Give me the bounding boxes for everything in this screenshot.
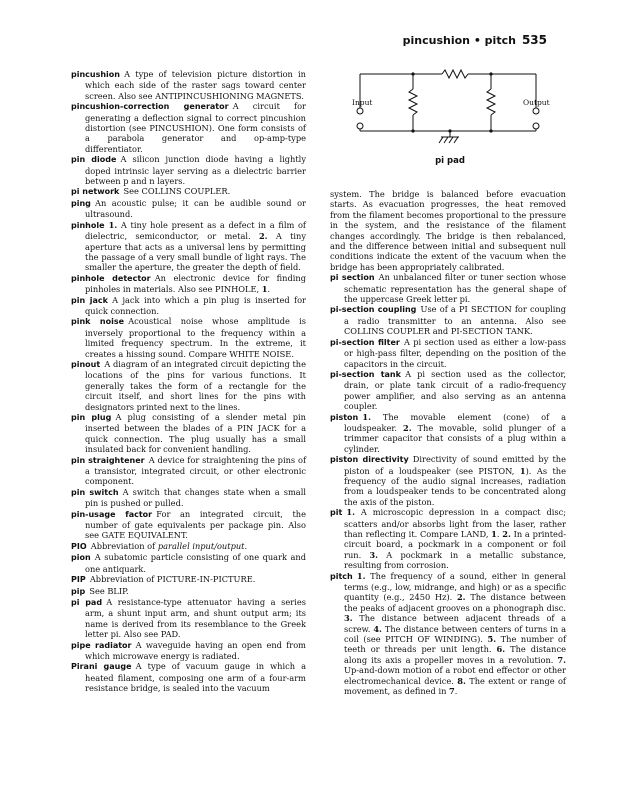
definition-text: Use of a PI SECTION for coupling a radio transmitter to an antenna. Also see COLLINS COUPLER and PI-SECTION TANK. (344, 304, 567, 337)
sense-number: 2. (258, 231, 268, 242)
definition-text: A silicon junction diode having a lightly doped intrinsic layer serving as a dielectric barrier between p and n layers. (85, 154, 306, 187)
entry-headword: pit (330, 508, 343, 518)
definition-text: The number of teeth or threads per unit length. (344, 634, 566, 655)
sense-number: 7. (557, 654, 566, 665)
definition-text: . (496, 529, 503, 539)
definition-text: A plug consisting of a slender metal pin inserted between the blades of a PIN JACK for a quick connection. The plug usually has a small insulated back for convenient handling. (85, 412, 307, 455)
dictionary-entry (330, 272, 566, 304)
dictionary-entry (71, 220, 306, 273)
dictionary-entry (71, 640, 306, 662)
definition-text: ). As the frequency of the audio signal increases, radiation from a loudspeaker tends to be concentrated along the axis of the piston. (344, 465, 566, 507)
sense-number: 2. (402, 422, 412, 433)
dictionary-entry (71, 154, 306, 186)
definition-text: A type of vacuum gauge in which a heated filament, composing one arm of a four-arm resistance bridge, is sealed into the vacuum (85, 661, 306, 694)
entry-headword: pipe radiator (71, 640, 132, 650)
sense-number: 1 (519, 465, 526, 476)
definition-text: A pi section used as the collector, drain, or plate tank circuit of a radio-frequency power amplifier, and also serving as an antenna coupler. (344, 368, 566, 412)
definition-text: Acoustical noise whose amplitude is inversely proportional to the frequency within a limited frequency spectrum. In the extreme, it creates a hissing sound. Compare WHITE NOISE. (85, 316, 307, 359)
entry-headword: pincushion-correction generator (71, 102, 229, 112)
definition-text: A diagram of an integrated circuit depicting the locations of the pins for various functions. It generally takes the form of a rectangle for the circuit itself, and short lines for the pins with designators printed next to the lines. (85, 358, 306, 412)
entry-headword: pi-section coupling (330, 305, 417, 315)
definition-text: A type of television picture distortion in which each side of the raster sags toward center screen. Also see ANTIPINCUSHIONING MAGNETS. (85, 69, 306, 101)
entry-headword: pi section (330, 273, 375, 283)
definition-text: Abbreviation of (90, 540, 158, 551)
page-header (403, 33, 547, 47)
dictionary-entry (71, 661, 306, 693)
figure-caption: pi pad (435, 156, 465, 166)
dictionary-entry (330, 571, 566, 697)
page-number: 535 (521, 33, 547, 47)
entry-headword: pin straightener (71, 455, 145, 465)
definition-text: A tiny aperture that acts as a universal lens by permitting the passage of a very small bundle of light rays. The smaller the aperture, the greater the depth of field. (85, 231, 306, 273)
entry-headword: pinhole detector (71, 273, 151, 283)
dictionary-entry (71, 359, 306, 412)
entry-headword: pion (71, 553, 91, 563)
definition-text: A microscopic depression in a compact disc; scatters and/or absorbs light from the laser, rather than reflecting it. Compare LAND, (344, 507, 566, 539)
definition-text: An electronic device for finding pinholes in materials. Also see PINHOLE, (85, 272, 307, 295)
definition-text: A subatomic particle consisting of one quark and one antiquark. (85, 552, 306, 574)
dictionary-entry (71, 69, 306, 101)
definition-text: Up-and-down motion of a robot end effector or other electromechanical device. (344, 665, 566, 686)
definition-text: The movable element (cone) of a loudspeaker. (344, 411, 566, 433)
sense-number: 1. (362, 411, 371, 422)
definition-text: The movable, solid plunger of a trimmer capacitor that consists of a plug within a cylinder. (344, 422, 566, 454)
definition-text: The distance along its axis a propeller moves in a revolution. (344, 644, 567, 665)
entry-headword: pin-usage factor (71, 509, 153, 519)
entry-headword: pip (71, 586, 86, 596)
dictionary-entry (330, 337, 566, 369)
definition-text: . (244, 540, 248, 551)
definition-text: A jack into which a pin plug is inserted for quick connection. (85, 294, 306, 316)
definition-text: A device for straightening the pins of a transistor, integrated circuit, or other electronic component. (85, 454, 306, 487)
entry-headword: PIP (71, 575, 86, 585)
definition-text: For an integrated circuit, the number of gate equivalents per package pin. Also see GATE EQUIVALENT. (85, 508, 306, 541)
continued-paragraph: system. The bridge is balanced before evacuation starts. As evacuation progresses, the heat removed from the filament becomes proportional to the pressure in the system, and the resistance of the filament changes accordingly. The bridge is then rebalanced, and the difference between initial and subsequent null conditions indicate the extent of the vacuum when the bridge has been appropriately calibrated. (330, 189, 566, 272)
sense-number: 2. (456, 592, 466, 603)
dictionary-entry (71, 273, 306, 295)
left-column (71, 69, 306, 694)
entry-headword: ping (71, 198, 91, 208)
dictionary-entry (71, 552, 306, 574)
dictionary-entry (71, 487, 306, 509)
sense-number: 3. (369, 549, 379, 560)
entry-headword: pin jack (71, 295, 108, 305)
entry-headword: pincushion (71, 70, 120, 79)
definition-text: A switch that changes state when a small pin is pushed or pulled. (85, 486, 306, 509)
definition-text: The distance between adjacent threads of a screw. (344, 613, 566, 634)
dictionary-entry (71, 316, 306, 359)
sense-number: 7 (449, 686, 455, 697)
dictionary-entry (330, 369, 566, 412)
entry-headword: pink noise (71, 317, 125, 327)
entry-headword: pi pad (71, 597, 103, 607)
sense-number: 1 (491, 529, 497, 539)
entry-headword: piston directivity (330, 455, 409, 465)
definition-text: A waveguide having an open end from which microwave energy is radiated. (85, 639, 306, 661)
definition-text: The extent or range of movement, as defined in (344, 675, 566, 697)
sense-number: 8. (457, 675, 466, 686)
dictionary-entry (71, 101, 306, 154)
sense-number: 1. (108, 219, 118, 230)
definition-text: A pockmark in a metallic substance, resulting from corrosion. (344, 549, 566, 571)
definition-text: In a printed-circuit board, a pockmark in a component or foil run. (344, 529, 567, 560)
entry-headword: pin plug (71, 413, 112, 422)
entry-headword: pin diode (71, 155, 117, 165)
pi-pad-figure (340, 59, 560, 179)
definition-text: The distance between centers of turns in a coil (see PITCH OF WINDING). (344, 623, 567, 645)
sense-number: 1. (356, 570, 366, 581)
sense-number: 5. (487, 634, 497, 645)
definition-text: The frequency of a sound, either in general terms (e.g., low, midrange, and high) or as a specific quantity (e.g., 2450 Hz). (344, 570, 566, 603)
input-label: Input (352, 98, 373, 107)
definition-text: Directivity of sound emitted by the piston of a loudspeaker (see PISTON, (344, 454, 566, 476)
definition-text: See COLLINS COUPLER. (123, 186, 231, 197)
dictionary-entry (71, 412, 306, 455)
dictionary-entry (330, 507, 566, 570)
dictionary-entry (71, 509, 306, 541)
dictionary-entry (71, 198, 306, 220)
entry-headword: pinout (71, 359, 101, 369)
definition-text: An acoustic pulse; it can be audible sound or ultrasound. (85, 197, 306, 220)
dictionary-entry (71, 455, 306, 487)
right-column (330, 189, 566, 697)
sense-number: 3. (344, 613, 353, 624)
dictionary-entry (71, 541, 306, 552)
definition-text: A resistance-type attenuator having a series arm, a shunt input arm, and shunt output arm; its name is derived from its resemblance to the Greek letter pi. Also see PAD. (85, 596, 306, 640)
sense-number: 1. (346, 507, 356, 518)
entry-headword: pi-section tank (330, 369, 401, 379)
sense-number: 2. (502, 529, 511, 539)
entry-headword: pi-section filter (330, 337, 400, 347)
dictionary-entry (71, 586, 306, 597)
definition-text: See BLIP. (89, 585, 129, 596)
entry-headword: pitch (330, 571, 353, 581)
entry-headword: pi network (71, 187, 120, 197)
entry-headword: pin switch (71, 487, 119, 497)
definition-text: . (454, 686, 458, 697)
sense-number: 6. (496, 644, 506, 655)
dictionary-entry (330, 454, 566, 507)
definition-text: . (267, 284, 271, 295)
sense-number: 4. (373, 623, 382, 634)
definition-text: A circuit for generating a deflection signal to correct pincushion distortion (see PINCUSHION). One form consists of a parabola generator and op-amp-type differentiator. (85, 101, 306, 154)
entry-headword: PIO (71, 541, 87, 551)
definition-text: A tiny hole present as a defect in a film of dielectric, semiconductor, or metal. (85, 219, 306, 242)
running-head: pincushion • pitch (402, 34, 516, 47)
dictionary-entry (71, 186, 306, 197)
dictionary-entry (71, 597, 306, 640)
dictionary-entry (330, 304, 566, 336)
definition-text: The distance between the peaks of adjacent grooves on a phonograph disc. (344, 592, 566, 613)
definition-text: parallel input/output (157, 540, 245, 551)
entry-headword: pinhole (71, 220, 105, 230)
definition-text: Abbreviation of PICTURE-IN-PICTURE. (89, 574, 256, 585)
dictionary-entry (71, 295, 306, 317)
output-label: Output (523, 98, 550, 107)
entry-headword: piston (330, 412, 359, 422)
sense-number: 1 (261, 284, 268, 295)
dictionary-entry (71, 574, 306, 585)
definition-text: A pi section used as either a low-pass or high-pass filter, depending on the position of the capacitors in the circuit. (344, 336, 566, 369)
dictionary-entry (330, 412, 566, 455)
entry-headword: Pirani gauge (71, 662, 132, 672)
definition-text: An unbalanced filter or tuner section whose schematic representation has the general shape of the uppercase Greek letter pi. (344, 272, 566, 305)
